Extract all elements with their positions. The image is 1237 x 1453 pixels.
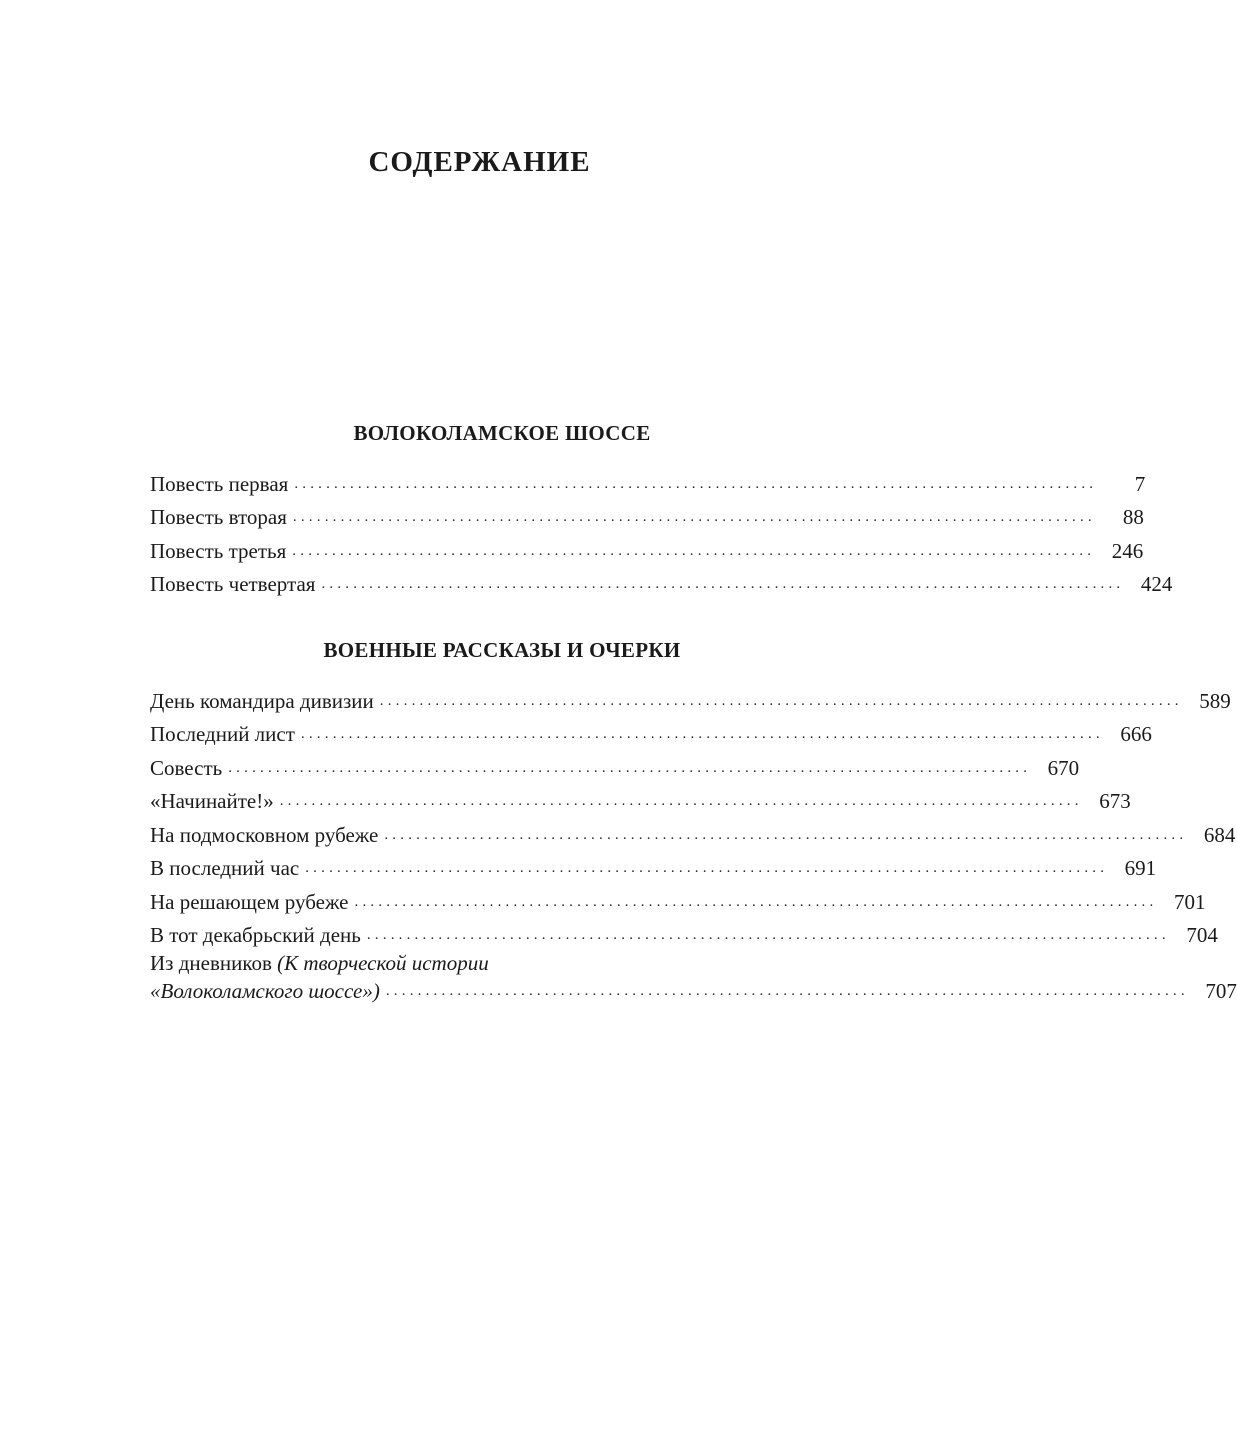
toc-entry-title: Повесть вторая: [150, 505, 287, 529]
toc-section-volokolamskoe-shosse: [150, 420, 1173, 598]
toc-entry-title: Последний лист: [150, 722, 295, 746]
toc-entry-page: 701: [1173, 889, 1206, 914]
dot-leader: .....................................................................................................: [321, 576, 1125, 592]
toc-entry-page: 673: [1099, 789, 1131, 813]
toc-entry-title: В тот декабрьский день: [150, 923, 361, 947]
dot-leader: .....................................................................................................: [294, 475, 1098, 492]
toc-section-voennye-rasskazy: [150, 637, 1237, 1005]
toc-entry-page: 7: [1134, 471, 1146, 496]
toc-entry-page: 707: [1205, 979, 1237, 1003]
toc-entry-title-italic: «Волоколамского шоссе»): [150, 979, 380, 1003]
dot-leader: .....................................................................................................: [366, 927, 1170, 943]
dot-leader: .....................................................................................................: [279, 793, 1083, 809]
dot-leader: .....................................................................................................: [384, 826, 1188, 843]
dot-leader: .....................................................................................................: [385, 983, 1189, 999]
toc-entry: [150, 882, 1206, 916]
toc-entry: [150, 849, 1157, 883]
section-heading: ВОЛОКОЛАМСКОЕ ШОССЕ: [353, 421, 651, 445]
dot-leader: .....................................................................................................: [305, 860, 1109, 876]
toc-entry-page: 691: [1124, 856, 1157, 880]
toc-entry: [150, 782, 1131, 816]
toc-entry: [150, 464, 1146, 498]
toc-entry: [150, 681, 1231, 715]
toc-entry: [150, 748, 1080, 782]
toc-entry-page: 589: [1199, 688, 1231, 713]
dot-leader: .....................................................................................................: [354, 893, 1158, 910]
toc-entry-diaries: [150, 949, 1237, 1005]
toc-entry-title: «Начинайте!»: [150, 789, 274, 813]
toc-entry-title: Повесть первая: [150, 471, 289, 496]
toc-entry: [150, 916, 1218, 950]
toc-entry-title: Повесть четвертая: [150, 572, 316, 596]
toc-entry-page: 670: [1047, 755, 1080, 780]
toc-entry: [150, 565, 1173, 599]
toc-entry-title: Совесть: [150, 755, 223, 780]
toc-entry-page: 666: [1120, 722, 1152, 746]
toc-entry-page: 424: [1140, 572, 1173, 596]
toc-entry-title: На подмосковном рубеже: [150, 822, 379, 847]
dot-leader: .....................................................................................................: [292, 509, 1096, 525]
toc-entry-page: 704: [1186, 923, 1218, 947]
page-title: СОДЕРЖАНИЕ: [368, 146, 591, 178]
section-heading: ВОЕННЫЕ РАССКАЗЫ И ОЧЕРКИ: [323, 638, 681, 662]
toc-entry: [150, 715, 1152, 749]
toc-entry-title-line-1: [150, 949, 854, 977]
dot-leader: .....................................................................................................: [228, 759, 1032, 776]
dot-leader: .....................................................................................................: [379, 692, 1183, 709]
toc-entry-title-plain: Из дневников: [150, 951, 278, 975]
toc-entry-page: 246: [1111, 538, 1144, 563]
toc-entry: [150, 815, 1236, 849]
dot-leader: .....................................................................................................: [292, 542, 1096, 559]
toc-entry-title: День командира дивизии: [150, 688, 374, 713]
toc-entry-page: 88: [1122, 505, 1144, 529]
dot-leader: .....................................................................................................: [300, 726, 1104, 742]
toc-entry-title: Повесть третья: [150, 538, 287, 563]
toc-entry: [150, 531, 1144, 565]
toc-entry: [150, 498, 1144, 532]
toc-entry-title-italic: (К творческой истории: [277, 951, 489, 975]
toc-entry-title-line-2: [150, 977, 1237, 1005]
toc-entry-title: В последний час: [150, 856, 300, 880]
toc-entry-title: На решающем рубеже: [150, 889, 349, 914]
toc-entry-page: 684: [1203, 822, 1236, 847]
